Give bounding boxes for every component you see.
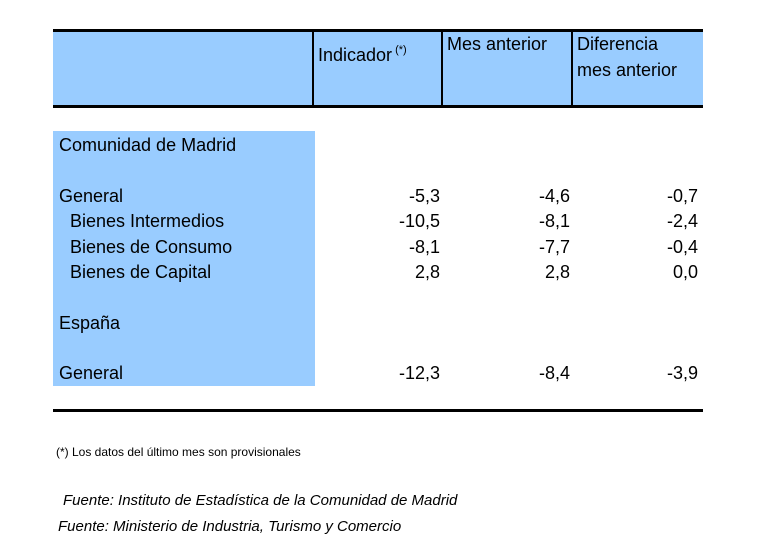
column-header-diferencia-line2: mes anterior xyxy=(577,60,678,80)
cell-intermedios-mes-anterior: -8,1 xyxy=(538,211,570,231)
column-header-indicador-label: Indicador xyxy=(318,45,393,65)
cell-consumo-mes-anterior: -7,7 xyxy=(538,237,570,257)
cell-consumo-diferencia: -0,4 xyxy=(666,237,698,257)
cell-capital-indicador: 2,8 xyxy=(414,262,440,282)
row-label-madrid-general: General xyxy=(59,186,124,206)
header-divider-2 xyxy=(441,29,443,108)
header-divider-1 xyxy=(312,29,314,108)
cell-madrid-general-mes-anterior: -4,6 xyxy=(538,186,570,206)
column-header-mes-anterior: Mes anterior xyxy=(447,34,548,54)
cell-spain-general-diferencia: -3,9 xyxy=(666,363,698,383)
provisional-marker: (*) xyxy=(395,44,407,56)
section-title-madrid: Comunidad de Madrid xyxy=(59,135,237,155)
source-spain: Fuente: Ministerio de Industria, Turismo y Comercio xyxy=(58,518,402,535)
cell-madrid-general-indicador: -5,3 xyxy=(408,186,440,206)
section-title-spain: España xyxy=(59,313,121,333)
cell-madrid-general-diferencia: -0,7 xyxy=(666,186,698,206)
cell-spain-general-mes-anterior: -8,4 xyxy=(538,363,570,383)
row-label-consumo: Bienes de Consumo xyxy=(70,237,233,257)
cell-spain-general-indicador: -12,3 xyxy=(398,363,440,383)
cell-intermedios-diferencia: -2,4 xyxy=(666,211,698,231)
cell-consumo-indicador: -8,1 xyxy=(408,237,440,257)
column-header-indicador xyxy=(318,37,407,68)
row-label-spain-general: General xyxy=(59,363,124,383)
row-label-intermedios: Bienes Intermedios xyxy=(70,211,225,231)
table-bottom-rule xyxy=(53,409,703,412)
header-divider-3 xyxy=(571,29,573,108)
footnote-provisional: (*) Los datos del último mes son provisionales xyxy=(56,445,301,459)
source-madrid: Fuente: Instituto de Estadística de la Comunidad de Madrid xyxy=(63,492,458,509)
cell-intermedios-indicador: -10,5 xyxy=(398,211,440,231)
cell-capital-diferencia: 0,0 xyxy=(672,262,698,282)
cell-capital-mes-anterior: 2,8 xyxy=(544,262,570,282)
column-header-diferencia-line1: Diferencia xyxy=(577,34,659,54)
header-bottom-rule xyxy=(53,105,703,108)
row-label-capital: Bienes de Capital xyxy=(70,262,212,282)
